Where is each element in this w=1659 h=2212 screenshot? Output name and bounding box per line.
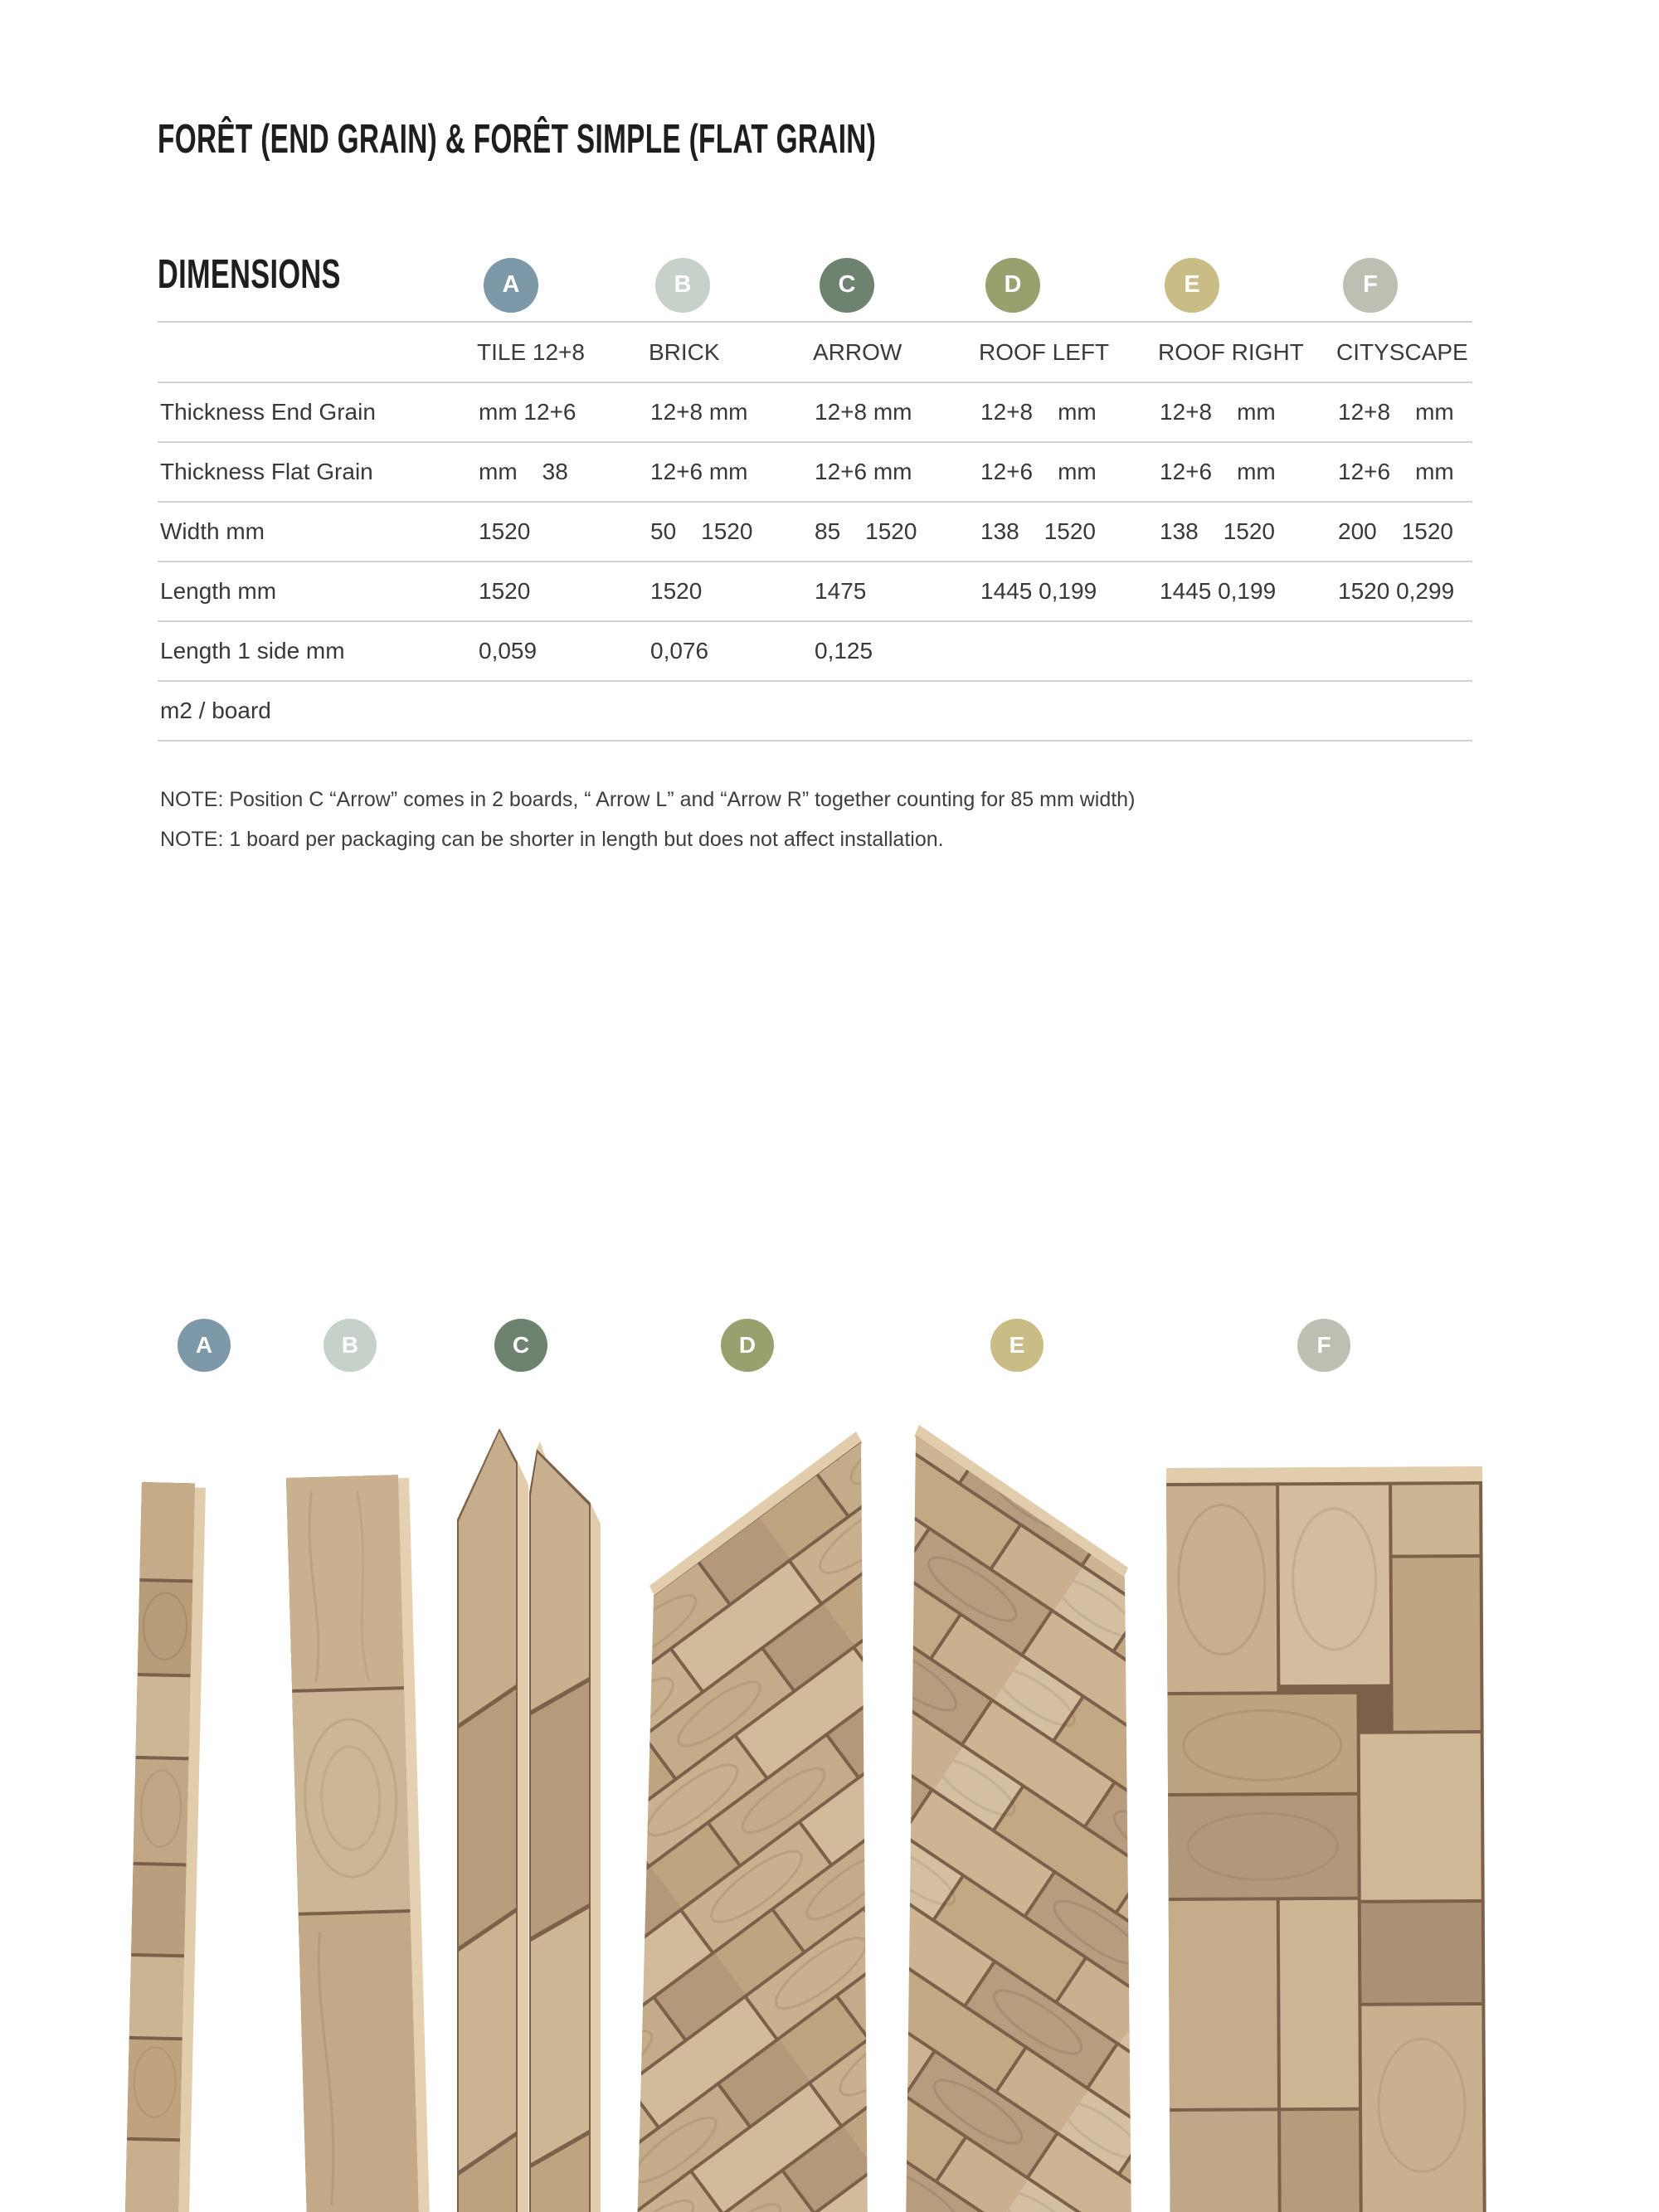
column-badge-b: B bbox=[655, 258, 710, 313]
cell-value: 1520 bbox=[479, 578, 531, 604]
board-b-illustration bbox=[286, 1475, 430, 2212]
row-label: Thickness Flat Grain bbox=[160, 459, 373, 484]
column-badge-a: A bbox=[484, 258, 538, 313]
cell-value: 12+8 bbox=[1338, 399, 1391, 425]
column-header-e: ROOF RIGHT bbox=[1158, 338, 1304, 365]
gallery-badge-c: C bbox=[494, 1319, 547, 1372]
note-packaging: NOTE: 1 board per packaging can be shorter in length but does not affect installation. bbox=[160, 828, 944, 851]
cell-value: mm bbox=[1415, 399, 1454, 425]
cell-value: mm 12+6 bbox=[479, 399, 577, 425]
cell-value: 0,076 bbox=[650, 638, 709, 664]
row-label: m2 / board bbox=[160, 698, 271, 723]
cell-value: 85 bbox=[815, 518, 841, 544]
column-header-f: CITYSCAPE bbox=[1336, 338, 1468, 365]
cell-value: 12+8 mm bbox=[650, 399, 748, 425]
cell-value: mm bbox=[1058, 459, 1097, 484]
row-label: Thickness End Grain bbox=[160, 399, 376, 425]
board-c-right-illustration bbox=[529, 1441, 601, 2212]
cell-value: 1520 bbox=[1401, 518, 1454, 544]
cell-value: 12+8 bbox=[980, 399, 1034, 425]
cell-value: 138 bbox=[980, 518, 1019, 544]
cell-value: 0,059 bbox=[479, 638, 538, 664]
row-label: Width mm bbox=[160, 518, 265, 544]
cell-value: 12+6 bbox=[1160, 459, 1213, 484]
cell-value: mm bbox=[1237, 399, 1276, 425]
cell-value: mm bbox=[479, 459, 518, 484]
column-header-b: BRICK bbox=[649, 338, 720, 365]
row-label: Length mm bbox=[160, 578, 277, 604]
cell-value: 12+8 mm bbox=[815, 399, 912, 425]
page-title: FORÊT (END GRAIN) & FORÊT SIMPLE (FLAT GRAIN) bbox=[158, 117, 877, 162]
gallery-badge-b: B bbox=[324, 1319, 377, 1372]
board-c-left-illustration bbox=[457, 1428, 528, 2212]
column-header-a: TILE 12+8 bbox=[477, 338, 585, 365]
column-badge-e: E bbox=[1165, 258, 1219, 313]
column-header-c: ARROW bbox=[813, 338, 902, 365]
column-badge-c: C bbox=[820, 258, 874, 313]
board-illustrations bbox=[0, 1294, 1659, 2212]
board-f-illustration bbox=[1166, 1466, 1486, 2212]
cell-value: 1520 bbox=[701, 518, 753, 544]
cell-value: 12+6 bbox=[1338, 459, 1391, 484]
row-label: Length 1 side mm bbox=[160, 638, 345, 664]
board-e-illustration bbox=[906, 1425, 1131, 2212]
cell-value: 0,125 bbox=[815, 638, 873, 664]
cell-value: 1520 bbox=[650, 578, 703, 604]
cell-value: 12+6 mm bbox=[815, 459, 912, 484]
dimensions-heading: DIMENSIONS bbox=[158, 252, 341, 297]
column-header-d: ROOF LEFT bbox=[979, 338, 1110, 365]
cell-value: 1520 0,299 bbox=[1338, 578, 1455, 604]
cell-value: 12+6 bbox=[980, 459, 1034, 484]
cell-value: 1475 bbox=[815, 578, 867, 604]
gallery-badge-f: F bbox=[1297, 1319, 1350, 1372]
cell-value: mm bbox=[1415, 459, 1454, 484]
gallery-badge-d: D bbox=[721, 1319, 774, 1372]
cell-value: 1520 bbox=[1044, 518, 1097, 544]
gallery-badge-e: E bbox=[990, 1319, 1044, 1372]
column-badge-d: D bbox=[985, 258, 1040, 313]
cell-value: 1445 0,199 bbox=[1160, 578, 1277, 604]
cell-value: 138 bbox=[1160, 518, 1199, 544]
board-d-illustration bbox=[637, 1432, 868, 2212]
cell-value: 1520 bbox=[1223, 518, 1276, 544]
cell-value: 1520 bbox=[865, 518, 917, 544]
cell-value: 50 bbox=[650, 518, 677, 544]
board-a-illustration bbox=[124, 1482, 206, 2212]
cell-value: 12+6 mm bbox=[650, 459, 748, 484]
cell-value: 12+8 bbox=[1160, 399, 1213, 425]
note-arrow: NOTE: Position C “Arrow” comes in 2 boards, “ Arrow L” and “Arrow R” together counting for 85 mm width) bbox=[160, 788, 1136, 811]
column-badge-f: F bbox=[1343, 258, 1398, 313]
cell-value: 200 bbox=[1338, 518, 1377, 544]
cell-value: mm bbox=[1058, 399, 1097, 425]
cell-value: 1445 0,199 bbox=[980, 578, 1097, 604]
cell-value: mm bbox=[1237, 459, 1276, 484]
cell-value: 38 bbox=[542, 459, 568, 484]
cell-value: 1520 bbox=[479, 518, 531, 544]
gallery-badge-a: A bbox=[178, 1319, 231, 1372]
